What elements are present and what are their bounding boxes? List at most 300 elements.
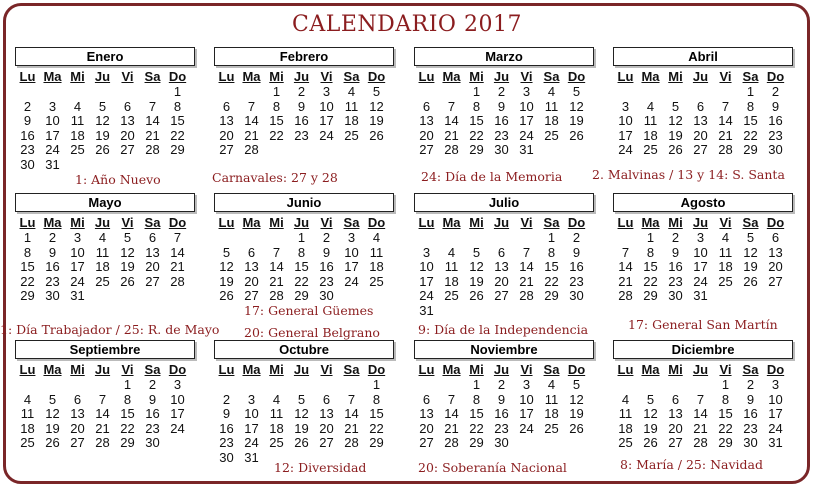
empty-cell bbox=[414, 85, 439, 100]
day-cell: 8 bbox=[272, 98, 281, 114]
day-cell: 8 bbox=[123, 391, 132, 407]
day-cell: 7 bbox=[148, 98, 157, 114]
empty-cell bbox=[613, 231, 638, 246]
day-cell: 30 bbox=[494, 435, 509, 451]
day-cell: 21 bbox=[145, 127, 160, 143]
day-cell: 1 bbox=[721, 377, 730, 392]
day-cell: 4 bbox=[547, 84, 556, 99]
day-cell: 6 bbox=[73, 391, 82, 407]
day-cell: 4 bbox=[447, 244, 456, 260]
day-cell: 18 bbox=[70, 127, 85, 143]
day-cell: 25 bbox=[369, 273, 384, 289]
day-cell: 25 bbox=[544, 420, 559, 436]
empty-cell bbox=[264, 378, 289, 393]
holiday-note-noviembre: 20: Soberanía Nacional bbox=[418, 460, 567, 475]
day-cell: 30 bbox=[494, 142, 509, 158]
month-header: Enero bbox=[15, 47, 195, 66]
weekday-header: Ma bbox=[242, 362, 261, 377]
weekday-header: Sa bbox=[144, 362, 161, 377]
day-cell: 3 bbox=[173, 377, 182, 392]
day-cell: 30 bbox=[45, 288, 60, 304]
day-cell: 26 bbox=[45, 435, 60, 451]
day-cell: 24 bbox=[618, 142, 633, 158]
day-cell: 26 bbox=[643, 435, 658, 451]
day-cell: 11 bbox=[344, 98, 359, 114]
day-cell: 16 bbox=[219, 420, 234, 436]
day-cell: 12 bbox=[95, 113, 110, 129]
month-mayo bbox=[15, 193, 195, 304]
day-cell: 14 bbox=[269, 259, 284, 275]
day-cell: 21 bbox=[693, 420, 708, 436]
weekday-header: Ju bbox=[692, 69, 709, 84]
day-cell: 17 bbox=[244, 420, 259, 436]
day-cell: 5 bbox=[572, 377, 581, 392]
day-cell: 6 bbox=[222, 98, 231, 114]
day-cell: 3 bbox=[522, 84, 531, 99]
day-cell: 9 bbox=[497, 98, 506, 114]
empty-cell bbox=[65, 378, 90, 393]
day-cell: 11 bbox=[643, 113, 658, 129]
weekday-header: Lu bbox=[218, 362, 235, 377]
day-cell: 15 bbox=[120, 406, 135, 422]
weekday-header: Ma bbox=[242, 215, 261, 230]
day-cell: 27 bbox=[494, 288, 509, 304]
day-cell: 30 bbox=[20, 156, 35, 172]
day-cell: 17 bbox=[768, 406, 783, 422]
day-cell: 6 bbox=[696, 98, 705, 114]
day-cell: 25 bbox=[444, 288, 459, 304]
day-cell: 17 bbox=[419, 273, 434, 289]
weekday-header: Vi bbox=[320, 215, 333, 230]
month-grid bbox=[414, 215, 594, 319]
day-cell: 22 bbox=[294, 273, 309, 289]
day-cell: 20 bbox=[768, 259, 783, 275]
day-cell: 25 bbox=[20, 435, 35, 451]
weekday-header: Do bbox=[168, 69, 187, 84]
month-junio bbox=[214, 193, 394, 304]
weekday-header: Ma bbox=[242, 69, 261, 84]
weekday-header: Sa bbox=[144, 69, 161, 84]
day-cell: 25 bbox=[618, 435, 633, 451]
day-cell: 31 bbox=[419, 302, 434, 318]
day-cell: 30 bbox=[145, 435, 160, 451]
weekday-header: Ju bbox=[692, 215, 709, 230]
day-cell: 7 bbox=[173, 230, 182, 245]
day-cell: 21 bbox=[618, 273, 633, 289]
day-cell: 11 bbox=[618, 406, 633, 422]
day-cell: 9 bbox=[771, 98, 780, 114]
empty-cell bbox=[239, 378, 264, 393]
day-cell: 28 bbox=[444, 142, 459, 158]
day-cell: 3 bbox=[621, 98, 630, 114]
day-cell: 14 bbox=[519, 259, 534, 275]
day-cell: 9 bbox=[322, 244, 331, 260]
weekday-header: Mi bbox=[668, 362, 683, 377]
weekday-header: Ju bbox=[692, 362, 709, 377]
weekday-header: Ma bbox=[641, 69, 660, 84]
day-cell: 23 bbox=[494, 420, 509, 436]
day-cell: 23 bbox=[219, 435, 234, 451]
day-cell: 13 bbox=[768, 244, 783, 260]
day-cell: 4 bbox=[23, 391, 32, 407]
day-cell: 15 bbox=[294, 259, 309, 275]
day-cell: 24 bbox=[344, 273, 359, 289]
month-grid bbox=[15, 215, 195, 304]
day-cell: 10 bbox=[319, 98, 334, 114]
day-cell: 13 bbox=[419, 406, 434, 422]
weekday-header: Lu bbox=[19, 69, 36, 84]
day-cell: 1 bbox=[472, 377, 481, 392]
day-cell: 31 bbox=[45, 156, 60, 172]
day-cell: 28 bbox=[344, 435, 359, 451]
weekday-header: Mi bbox=[668, 215, 683, 230]
day-cell: 8 bbox=[472, 391, 481, 407]
day-cell: 7 bbox=[98, 391, 107, 407]
weekday-header: Ju bbox=[293, 69, 310, 84]
day-cell: 2 bbox=[497, 377, 506, 392]
day-cell: 25 bbox=[95, 273, 110, 289]
day-cell: 29 bbox=[643, 288, 658, 304]
empty-cell bbox=[638, 378, 663, 393]
day-cell: 31 bbox=[693, 288, 708, 304]
day-cell: 10 bbox=[519, 98, 534, 114]
month-grid bbox=[214, 69, 394, 158]
calendar-title: CALENDARIO 2017 bbox=[292, 12, 522, 37]
day-cell: 17 bbox=[45, 127, 60, 143]
day-cell: 8 bbox=[372, 391, 381, 407]
day-cell: 9 bbox=[671, 244, 680, 260]
holiday-note-abril: 2. Malvinas / 13 y 14: S. Santa bbox=[592, 167, 785, 182]
day-cell: 19 bbox=[369, 113, 384, 129]
day-cell: 23 bbox=[743, 420, 758, 436]
day-cell: 2 bbox=[746, 377, 755, 392]
day-cell: 22 bbox=[469, 420, 484, 436]
empty-cell bbox=[613, 378, 638, 393]
weekday-header: Sa bbox=[343, 215, 360, 230]
day-cell: 13 bbox=[494, 259, 509, 275]
day-cell: 28 bbox=[444, 435, 459, 451]
weekday-header: Do bbox=[567, 215, 586, 230]
day-cell: 4 bbox=[721, 230, 730, 245]
month-grid bbox=[15, 362, 195, 451]
day-cell: 22 bbox=[20, 273, 35, 289]
day-cell: 13 bbox=[668, 406, 683, 422]
day-cell: 24 bbox=[768, 420, 783, 436]
day-cell: 31 bbox=[244, 449, 259, 465]
month-grid bbox=[15, 69, 195, 173]
day-cell: 19 bbox=[120, 259, 135, 275]
day-cell: 15 bbox=[643, 259, 658, 275]
day-cell: 14 bbox=[718, 113, 733, 129]
weekday-header: Do bbox=[367, 69, 386, 84]
day-cell: 29 bbox=[469, 435, 484, 451]
day-cell: 30 bbox=[569, 288, 584, 304]
day-cell: 13 bbox=[70, 406, 85, 422]
weekday-header: Ju bbox=[293, 362, 310, 377]
empty-cell bbox=[439, 85, 464, 100]
day-cell: 21 bbox=[344, 420, 359, 436]
day-cell: 14 bbox=[618, 259, 633, 275]
weekday-header: Ju bbox=[493, 362, 510, 377]
day-cell: 29 bbox=[170, 142, 185, 158]
day-cell: 13 bbox=[219, 113, 234, 129]
day-cell: 27 bbox=[419, 435, 434, 451]
month-grid bbox=[613, 215, 793, 304]
weekday-header: Sa bbox=[543, 69, 560, 84]
day-cell: 18 bbox=[444, 273, 459, 289]
day-cell: 9 bbox=[48, 244, 57, 260]
day-cell: 25 bbox=[269, 435, 284, 451]
day-cell: 4 bbox=[98, 230, 107, 245]
weekday-header: Mi bbox=[269, 69, 284, 84]
day-cell: 22 bbox=[269, 127, 284, 143]
day-cell: 24 bbox=[244, 435, 259, 451]
day-cell: 24 bbox=[519, 127, 534, 143]
day-cell: 12 bbox=[120, 244, 135, 260]
day-cell: 8 bbox=[173, 98, 182, 114]
day-cell: 27 bbox=[693, 142, 708, 158]
day-cell: 23 bbox=[319, 273, 334, 289]
day-cell: 16 bbox=[45, 259, 60, 275]
day-cell: 1 bbox=[23, 230, 32, 245]
day-cell: 14 bbox=[444, 113, 459, 129]
day-cell: 17 bbox=[70, 259, 85, 275]
day-cell: 12 bbox=[45, 406, 60, 422]
day-cell: 29 bbox=[120, 435, 135, 451]
month-grid bbox=[613, 362, 793, 451]
day-cell: 2 bbox=[297, 84, 306, 99]
day-cell: 22 bbox=[643, 273, 658, 289]
month-header: Junio bbox=[214, 193, 394, 212]
weekday-header: Vi bbox=[520, 362, 533, 377]
day-cell: 24 bbox=[419, 288, 434, 304]
day-cell: 16 bbox=[768, 113, 783, 129]
empty-cell bbox=[713, 85, 738, 100]
weekday-header: Ju bbox=[94, 69, 111, 84]
day-cell: 28 bbox=[618, 288, 633, 304]
day-cell: 11 bbox=[70, 113, 85, 129]
month-noviembre bbox=[414, 340, 594, 451]
day-cell: 1 bbox=[372, 377, 381, 392]
empty-cell bbox=[414, 231, 439, 246]
month-grid bbox=[613, 69, 793, 158]
empty-cell bbox=[613, 85, 638, 100]
day-cell: 28 bbox=[269, 288, 284, 304]
day-cell: 14 bbox=[344, 406, 359, 422]
empty-cell bbox=[90, 85, 115, 100]
weekday-header: Ju bbox=[493, 215, 510, 230]
day-cell: 7 bbox=[621, 244, 630, 260]
month-grid bbox=[414, 69, 594, 158]
weekday-header: Do bbox=[168, 362, 187, 377]
day-cell: 22 bbox=[743, 127, 758, 143]
day-cell: 24 bbox=[70, 273, 85, 289]
empty-cell bbox=[339, 378, 364, 393]
day-cell: 19 bbox=[45, 420, 60, 436]
empty-cell bbox=[239, 85, 264, 100]
day-cell: 15 bbox=[743, 113, 758, 129]
day-cell: 11 bbox=[95, 244, 110, 260]
day-cell: 28 bbox=[693, 435, 708, 451]
day-cell: 11 bbox=[369, 244, 384, 260]
day-cell: 12 bbox=[668, 113, 683, 129]
day-cell: 3 bbox=[696, 230, 705, 245]
empty-cell bbox=[638, 85, 663, 100]
weekday-header: Ju bbox=[493, 69, 510, 84]
weekday-header: Mi bbox=[469, 69, 484, 84]
day-cell: 11 bbox=[20, 406, 35, 422]
empty-cell bbox=[514, 231, 539, 246]
day-cell: 3 bbox=[247, 391, 256, 407]
weekday-header: Lu bbox=[617, 362, 634, 377]
month-julio bbox=[414, 193, 594, 319]
day-cell: 3 bbox=[48, 98, 57, 114]
day-cell: 7 bbox=[272, 244, 281, 260]
day-cell: 17 bbox=[519, 113, 534, 129]
weekday-header: Sa bbox=[742, 69, 759, 84]
weekday-header: Sa bbox=[543, 215, 560, 230]
month-septiembre bbox=[15, 340, 195, 451]
weekday-header: Lu bbox=[218, 69, 235, 84]
holiday-note-junio-2: 20: General Belgrano bbox=[244, 325, 380, 340]
day-cell: 19 bbox=[294, 420, 309, 436]
day-cell: 4 bbox=[372, 230, 381, 245]
weekday-header: Mi bbox=[269, 362, 284, 377]
day-cell: 15 bbox=[20, 259, 35, 275]
day-cell: 2 bbox=[497, 84, 506, 99]
day-cell: 26 bbox=[294, 435, 309, 451]
day-cell: 5 bbox=[222, 244, 231, 260]
weekday-header: Lu bbox=[218, 215, 235, 230]
day-cell: 8 bbox=[472, 98, 481, 114]
day-cell: 24 bbox=[319, 127, 334, 143]
day-cell: 23 bbox=[45, 273, 60, 289]
day-cell: 19 bbox=[743, 259, 758, 275]
day-cell: 22 bbox=[544, 273, 559, 289]
day-cell: 22 bbox=[369, 420, 384, 436]
day-cell: 18 bbox=[369, 259, 384, 275]
weekday-header: Ma bbox=[442, 69, 461, 84]
day-cell: 4 bbox=[646, 98, 655, 114]
day-cell: 4 bbox=[621, 391, 630, 407]
day-cell: 8 bbox=[23, 244, 32, 260]
day-cell: 28 bbox=[170, 273, 185, 289]
day-cell: 23 bbox=[768, 127, 783, 143]
day-cell: 18 bbox=[643, 127, 658, 143]
day-cell: 3 bbox=[771, 377, 780, 392]
month-header: Marzo bbox=[414, 47, 594, 66]
day-cell: 5 bbox=[372, 84, 381, 99]
day-cell: 24 bbox=[45, 142, 60, 158]
weekday-header: Sa bbox=[742, 362, 759, 377]
day-cell: 14 bbox=[170, 244, 185, 260]
empty-cell bbox=[40, 378, 65, 393]
day-cell: 15 bbox=[469, 406, 484, 422]
month-grid bbox=[214, 215, 394, 304]
day-cell: 16 bbox=[494, 113, 509, 129]
day-cell: 13 bbox=[693, 113, 708, 129]
day-cell: 21 bbox=[244, 127, 259, 143]
day-cell: 30 bbox=[219, 449, 234, 465]
month-grid bbox=[214, 362, 394, 466]
day-cell: 21 bbox=[95, 420, 110, 436]
day-cell: 2 bbox=[572, 230, 581, 245]
day-cell: 28 bbox=[95, 435, 110, 451]
holiday-note-febrero: Carnavales: 27 y 28 bbox=[212, 170, 338, 185]
day-cell: 12 bbox=[743, 244, 758, 260]
day-cell: 9 bbox=[297, 98, 306, 114]
day-cell: 14 bbox=[145, 113, 160, 129]
day-cell: 8 bbox=[547, 244, 556, 260]
day-cell: 13 bbox=[244, 259, 259, 275]
empty-cell bbox=[464, 231, 489, 246]
empty-cell bbox=[439, 231, 464, 246]
day-cell: 22 bbox=[170, 127, 185, 143]
day-cell: 11 bbox=[444, 259, 459, 275]
day-cell: 18 bbox=[20, 420, 35, 436]
day-cell: 1 bbox=[646, 230, 655, 245]
day-cell: 31 bbox=[519, 142, 534, 158]
month-marzo bbox=[414, 47, 594, 158]
day-cell: 12 bbox=[369, 98, 384, 114]
day-cell: 28 bbox=[519, 288, 534, 304]
day-cell: 28 bbox=[718, 142, 733, 158]
day-cell: 13 bbox=[145, 244, 160, 260]
weekday-header: Sa bbox=[144, 215, 161, 230]
weekday-header: Lu bbox=[617, 215, 634, 230]
empty-cell bbox=[214, 378, 239, 393]
day-cell: 20 bbox=[145, 259, 160, 275]
day-cell: 10 bbox=[519, 391, 534, 407]
day-cell: 19 bbox=[219, 273, 234, 289]
weekday-header: Lu bbox=[418, 362, 435, 377]
weekday-header: Do bbox=[367, 362, 386, 377]
weekday-header: Lu bbox=[418, 69, 435, 84]
weekday-header: Vi bbox=[320, 69, 333, 84]
day-cell: 26 bbox=[569, 127, 584, 143]
day-cell: 19 bbox=[569, 113, 584, 129]
weekday-header: Mi bbox=[668, 69, 683, 84]
day-cell: 18 bbox=[544, 113, 559, 129]
day-cell: 25 bbox=[544, 127, 559, 143]
holiday-note-enero: 1: Año Nuevo bbox=[75, 172, 161, 187]
day-cell: 3 bbox=[522, 377, 531, 392]
empty-cell bbox=[264, 231, 289, 246]
day-cell: 17 bbox=[170, 406, 185, 422]
day-cell: 7 bbox=[522, 244, 531, 260]
day-cell: 12 bbox=[569, 391, 584, 407]
weekday-header: Mi bbox=[70, 215, 85, 230]
day-cell: 20 bbox=[319, 420, 334, 436]
empty-cell bbox=[688, 378, 713, 393]
day-cell: 3 bbox=[322, 84, 331, 99]
day-cell: 10 bbox=[244, 406, 259, 422]
day-cell: 21 bbox=[444, 127, 459, 143]
weekday-header: Vi bbox=[719, 215, 732, 230]
day-cell: 4 bbox=[73, 98, 82, 114]
weekday-header: Ma bbox=[442, 362, 461, 377]
day-cell: 26 bbox=[219, 288, 234, 304]
day-cell: 16 bbox=[668, 259, 683, 275]
day-cell: 6 bbox=[123, 98, 132, 114]
day-cell: 29 bbox=[544, 288, 559, 304]
day-cell: 16 bbox=[294, 113, 309, 129]
day-cell: 21 bbox=[170, 259, 185, 275]
day-cell: 27 bbox=[70, 435, 85, 451]
day-cell: 18 bbox=[618, 420, 633, 436]
day-cell: 22 bbox=[469, 127, 484, 143]
day-cell: 10 bbox=[45, 113, 60, 129]
